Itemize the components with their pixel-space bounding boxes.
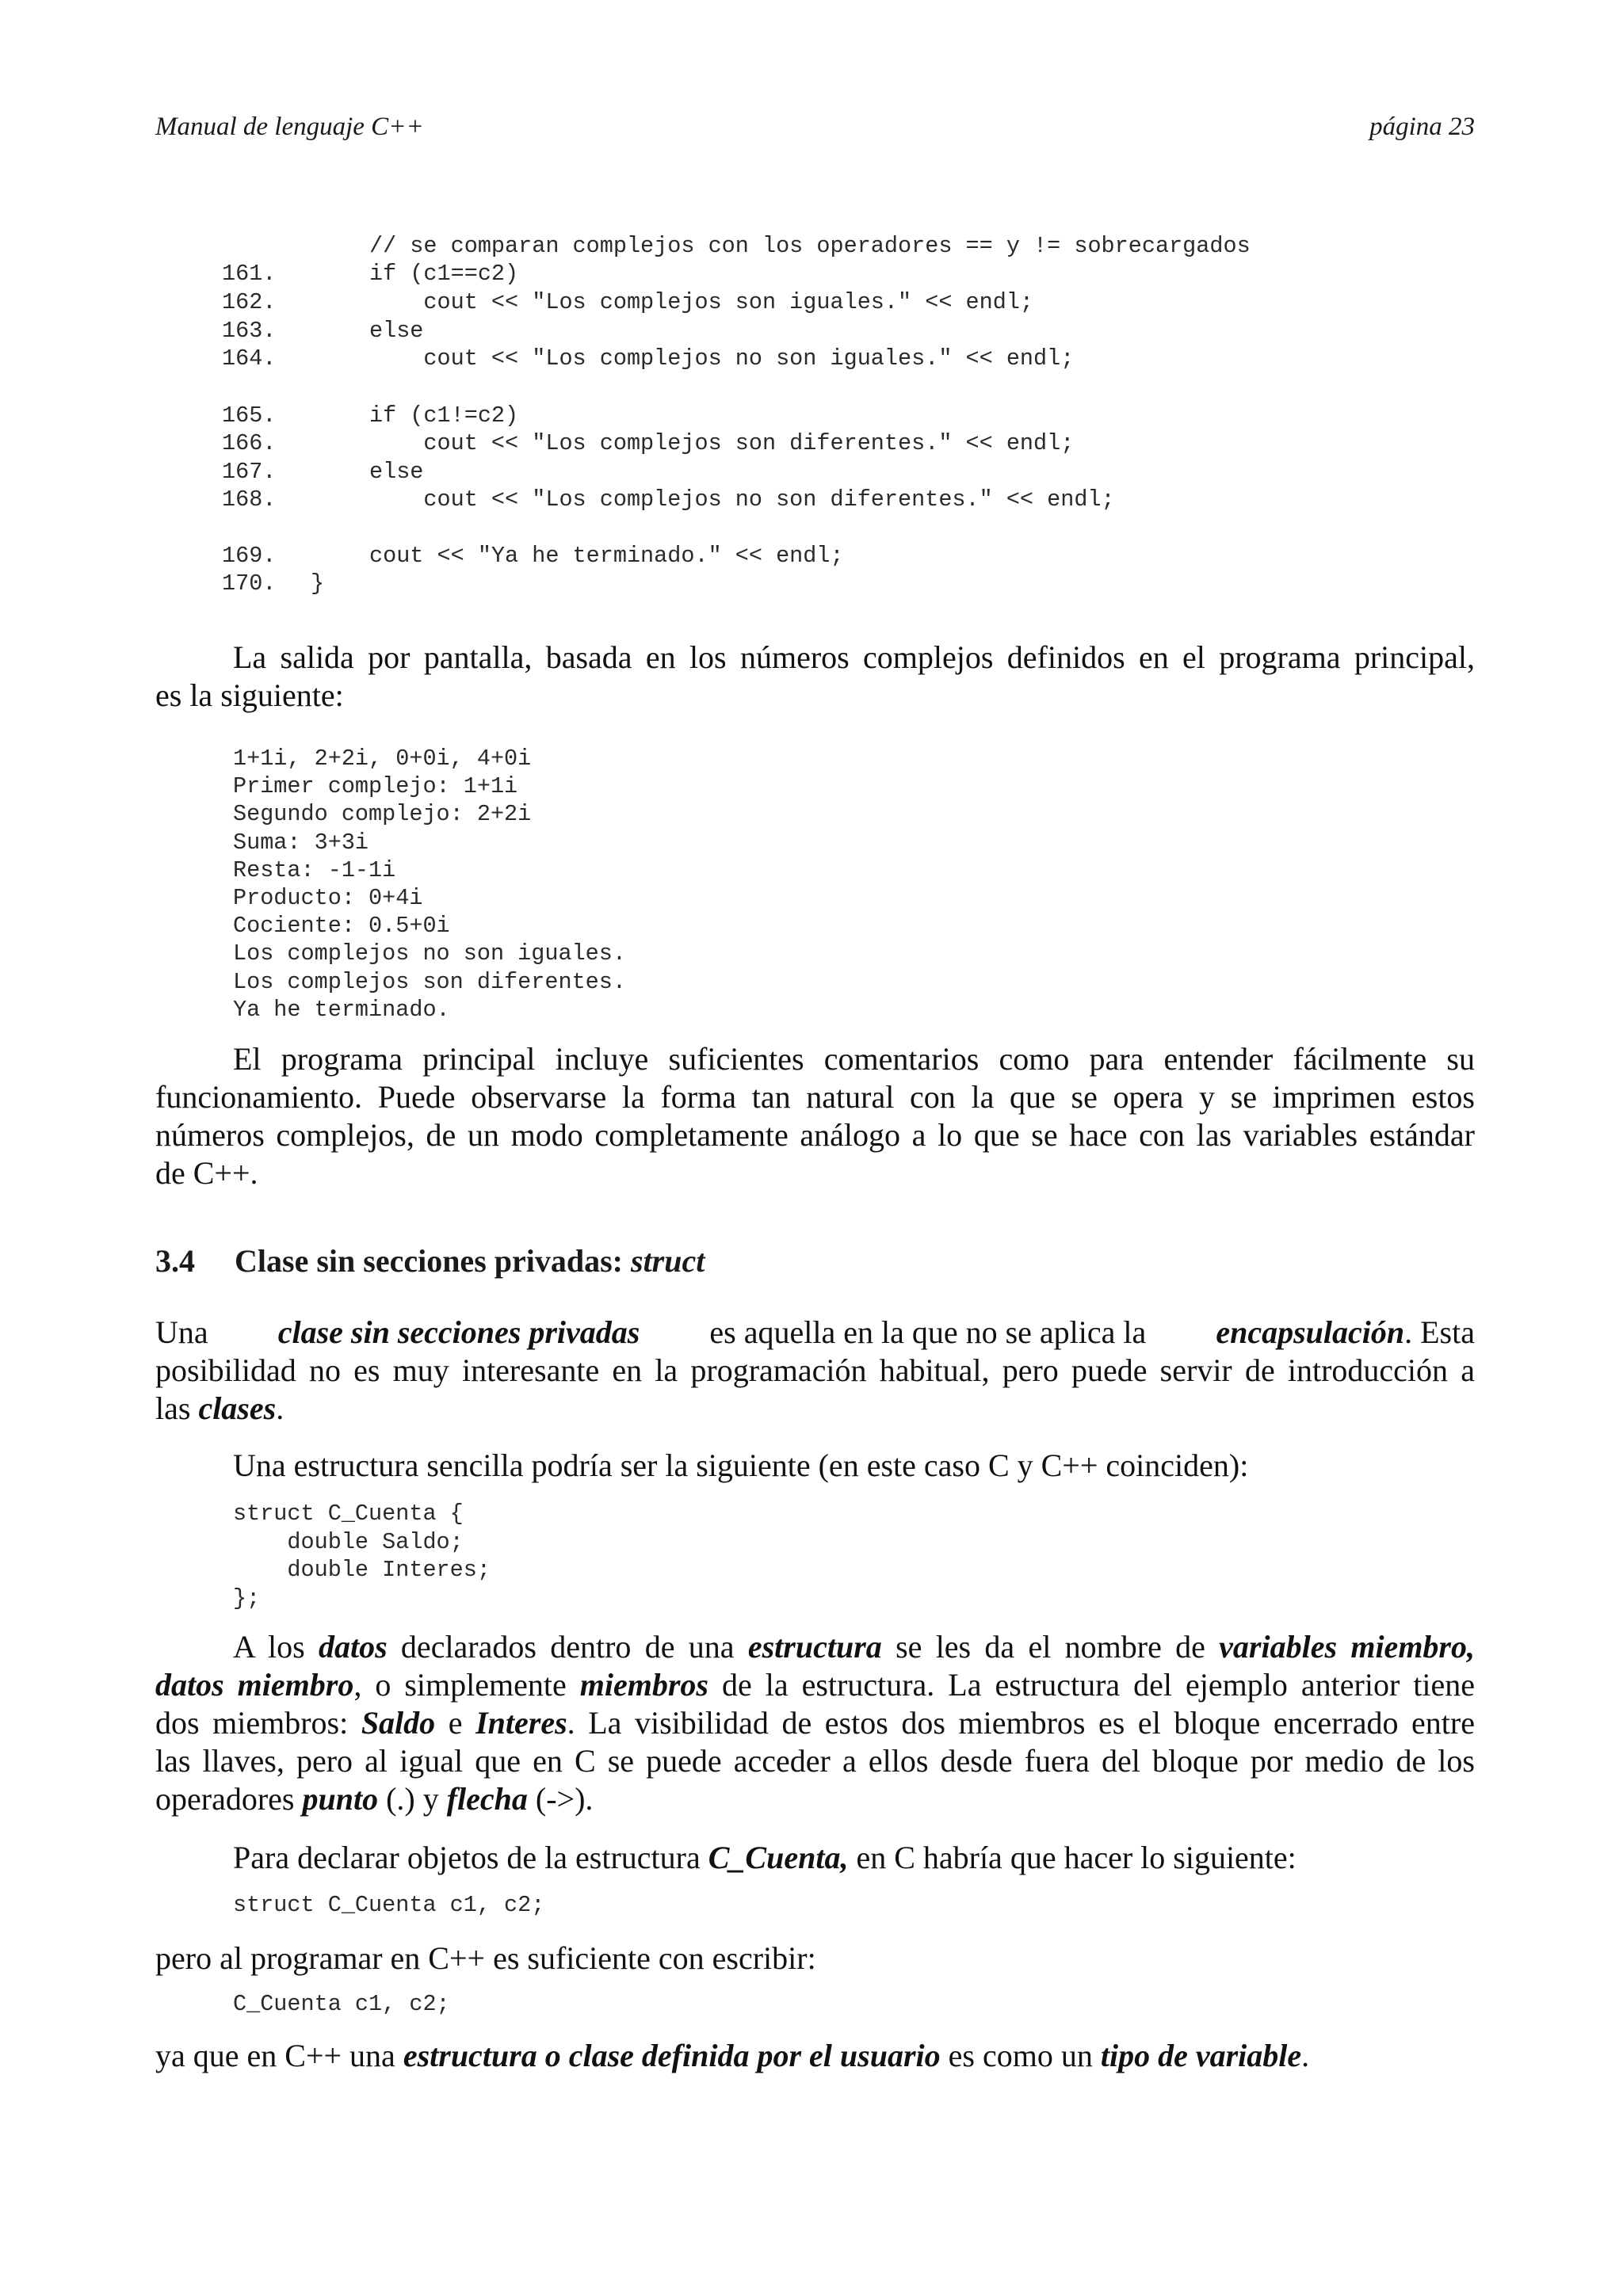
paragraph-clase-definition bbox=[155, 1314, 1475, 1428]
emphasis-term: miembros bbox=[579, 1667, 708, 1703]
output-line: Los complejos no son iguales. bbox=[233, 940, 626, 967]
line-number: 170. bbox=[222, 570, 277, 597]
emphasis-term: datos miembro bbox=[155, 1667, 354, 1703]
text-line: El programa principal incluye suficientes comentarios como para entender fácilmente su bbox=[233, 1041, 1475, 1077]
text-run: es aquella en la que no se aplica la bbox=[709, 1314, 1147, 1350]
section-number: 3.4 bbox=[155, 1243, 195, 1279]
text-run: e bbox=[435, 1705, 476, 1741]
text-run: . bbox=[1301, 2038, 1310, 2073]
struct-code-line: }; bbox=[233, 1585, 261, 1611]
text-line bbox=[155, 1628, 1475, 1666]
text-run: , o simplemente bbox=[353, 1667, 580, 1703]
emphasis-term: C_Cuenta, bbox=[708, 1840, 849, 1875]
output-line: Primer complejo: 1+1i bbox=[233, 773, 518, 800]
text-run: (.) y bbox=[378, 1781, 447, 1817]
text-run: de la estructura. La estructura del ejemplo anterior tiene bbox=[708, 1667, 1475, 1703]
code-text: else bbox=[369, 318, 424, 344]
line-number: 168. bbox=[222, 486, 277, 513]
text-run: se les da el nombre de bbox=[881, 1629, 1220, 1665]
emphasis-term: datos bbox=[318, 1629, 388, 1665]
paragraph-conclusion bbox=[155, 2037, 1475, 2075]
text-run: A los bbox=[233, 1629, 319, 1665]
emphasis-term: punto bbox=[302, 1781, 379, 1817]
text-line: de C++. bbox=[155, 1155, 258, 1191]
code-text: if (c1==c2) bbox=[369, 261, 519, 287]
code-text: cout << "Los complejos no son iguales." << endl; bbox=[369, 345, 1075, 372]
code-text: cout << "Los complejos son iguales." << endl; bbox=[369, 289, 1034, 315]
output-line: Ya he terminado. bbox=[233, 996, 450, 1023]
line-number: 166. bbox=[222, 430, 277, 456]
text-line: pero al programar en C++ es suficiente con escribir: bbox=[155, 1940, 816, 1976]
output-line: Resta: -1-1i bbox=[233, 856, 396, 883]
text-line bbox=[155, 1839, 1475, 1877]
struct-code-line: struct C_Cuenta { bbox=[233, 1501, 464, 1527]
code-text: } bbox=[311, 570, 325, 597]
text-run bbox=[1216, 1314, 1475, 1352]
page-header bbox=[155, 113, 1475, 147]
emphasis-term: variables miembro, bbox=[1219, 1629, 1475, 1665]
paragraph-data-members bbox=[155, 1628, 1475, 1818]
text-run: en C habría que hacer lo siguiente: bbox=[848, 1840, 1296, 1875]
struct-code-line: double Interes; bbox=[233, 1557, 491, 1583]
emphasis-term: Saldo bbox=[361, 1705, 436, 1741]
output-line: Suma: 3+3i bbox=[233, 829, 369, 856]
line-number: 167. bbox=[222, 459, 277, 485]
line-number: 164. bbox=[222, 345, 277, 372]
emphasis-term: encapsulación bbox=[1216, 1314, 1405, 1350]
output-line: Segundo complejo: 2+2i bbox=[233, 801, 532, 828]
word: Una bbox=[155, 1314, 208, 1350]
code-text: cout << "Ya he terminado." << endl; bbox=[369, 543, 844, 569]
section-title-italic: struct bbox=[631, 1243, 705, 1279]
text-run: operadores bbox=[155, 1781, 303, 1817]
text-line bbox=[155, 1314, 1475, 1352]
header-title: Manual de lenguaje C++ bbox=[155, 113, 424, 141]
text-run: . bbox=[276, 1390, 285, 1426]
text-line: las llaves, pero al igual que en C se puede acceder a ellos desde fuera del bloque por medio de los bbox=[155, 1743, 1475, 1779]
text-line bbox=[155, 1390, 1475, 1428]
emphasis-term: estructura bbox=[747, 1629, 882, 1665]
text-line: números complejos, de un modo completamente análogo a lo que se hace con las variables estándar bbox=[155, 1117, 1475, 1153]
line-number: 169. bbox=[222, 543, 277, 569]
text-line bbox=[155, 2037, 1475, 2075]
text-line bbox=[155, 1780, 1475, 1818]
text-run: Para declarar objetos de la estructura bbox=[233, 1840, 708, 1875]
emphasis-term: tipo de variable bbox=[1100, 2038, 1302, 2073]
text-run: es como un bbox=[940, 2038, 1101, 2073]
paragraph-declare-objects bbox=[155, 1839, 1475, 1877]
emphasis-term: clase sin secciones privadas bbox=[277, 1314, 640, 1350]
paragraph-struct-intro bbox=[155, 1447, 1475, 1485]
text-run: ya que en C++ una bbox=[155, 2038, 403, 2073]
emphasis-term: Interes bbox=[475, 1705, 567, 1741]
text-line: La salida por pantalla, basada en los números complejos definidos en el programa principal, bbox=[233, 639, 1475, 675]
text-run: (->). bbox=[527, 1781, 594, 1817]
text-run: dos miembros: bbox=[155, 1705, 361, 1741]
text-line bbox=[155, 1704, 1475, 1742]
code-text: cout << "Los complejos son diferentes." << endl; bbox=[369, 430, 1075, 456]
text-line: posibilidad no es muy interesante en la programación habitual, pero puede servir de introducción a bbox=[155, 1352, 1475, 1388]
line-number: 163. bbox=[222, 318, 277, 344]
text-run: . Esta bbox=[1404, 1314, 1475, 1350]
code-text: // se comparan complejos con los operadores == y != sobrecargados bbox=[369, 233, 1251, 259]
code-declaration-c: struct C_Cuenta c1, c2; bbox=[233, 1892, 545, 1918]
code-declaration-cpp: C_Cuenta c1, c2; bbox=[233, 1991, 450, 2017]
text-line: Una estructura sencilla podría ser la siguiente (en este caso C y C++ coinciden): bbox=[233, 1447, 1249, 1483]
text-line: funcionamiento. Puede observarse la forma tan natural con la que se opera y se imprimen estos bbox=[155, 1079, 1475, 1115]
section-title-text: Clase sin secciones privadas: bbox=[235, 1243, 631, 1279]
output-line: Cociente: 0.5+0i bbox=[233, 913, 450, 940]
paragraph-output-intro bbox=[155, 639, 1475, 715]
line-number: 161. bbox=[222, 261, 277, 287]
line-number: 165. bbox=[222, 402, 277, 429]
output-line: Producto: 0+4i bbox=[233, 885, 423, 911]
text-line bbox=[155, 1666, 1475, 1704]
emphasis-term: clases bbox=[198, 1390, 277, 1426]
text-run: las bbox=[155, 1390, 199, 1426]
text-run: declarados dentro de una bbox=[387, 1629, 748, 1665]
paragraph-cpp-declare bbox=[155, 1939, 1475, 1978]
text-line: es la siguiente: bbox=[155, 677, 344, 713]
output-line: 1+1i, 2+2i, 0+0i, 4+0i bbox=[233, 746, 532, 772]
paragraph-program-description bbox=[155, 1040, 1475, 1192]
line-number: 162. bbox=[222, 289, 277, 315]
page-number: página 23 bbox=[1369, 113, 1475, 141]
struct-code-line: double Saldo; bbox=[233, 1528, 464, 1555]
output-line: Los complejos son diferentes. bbox=[233, 968, 626, 995]
emphasis-term: flecha bbox=[446, 1781, 528, 1817]
emphasis-term: estructura o clase definida por el usuario bbox=[403, 2038, 941, 2073]
code-text: cout << "Los complejos no son diferentes." << endl; bbox=[369, 486, 1115, 513]
code-text: if (c1!=c2) bbox=[369, 402, 519, 429]
section-title bbox=[235, 1242, 705, 1280]
text-run: . La visibilidad de estos dos miembros es el bloque encerrado entre bbox=[567, 1705, 1475, 1741]
code-text: else bbox=[369, 459, 424, 485]
